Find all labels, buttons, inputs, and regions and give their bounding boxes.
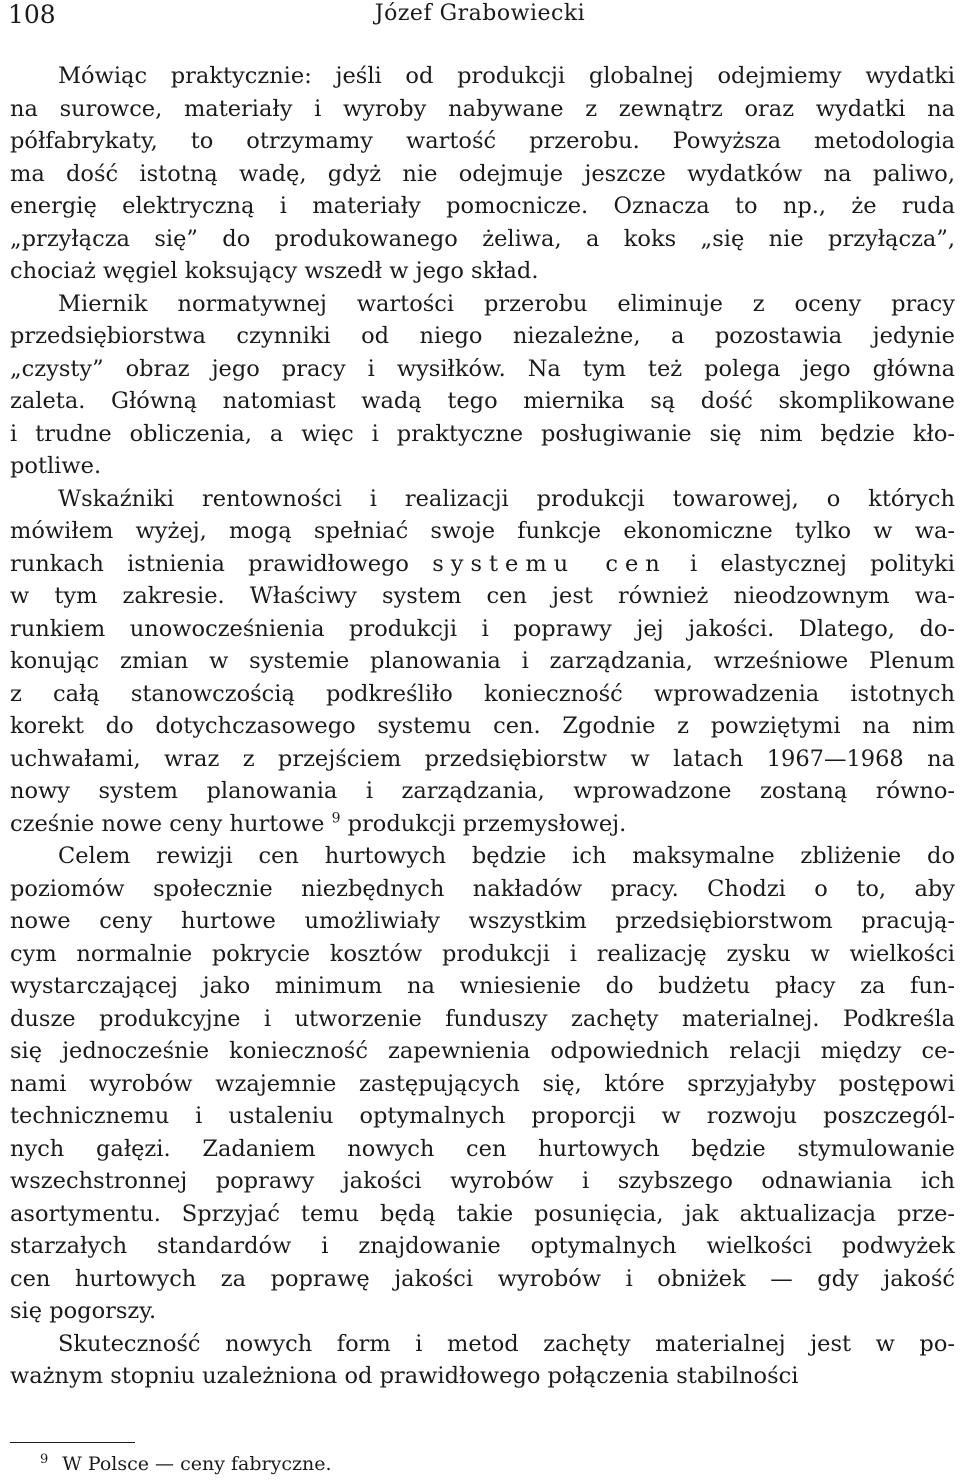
text-line (10, 385, 955, 418)
footnote-text: W Polsce — ceny fabryczne. (62, 1453, 332, 1475)
line-text: mówiłem wyżej, mogą spełniać swoje funkcje ekonomiczne tylko w wa- (10, 518, 955, 544)
line-text: konując zmian w systemie planowania i zarządzania, wrześniowe Plenum (10, 648, 955, 674)
text-line (10, 743, 955, 776)
emphasized-term: systemu cen (432, 550, 667, 577)
line-text: produkcji przemysłowej. (340, 810, 627, 837)
line-text: ważnym stopniu uzależniona od prawidłowego połączenia stabilności (10, 1363, 799, 1389)
line-text: na surowce, materiały i wyroby nabywane z zewnątrz oraz wydatki na (10, 95, 955, 122)
footnote-rule (10, 1442, 135, 1443)
line-text: się jednocześnie konieczność zapewnienia odpowiednich relacji między ce- (10, 1038, 955, 1064)
line-text: Celem rewizji cen hurtowych będzie ich maksymalne zbliżenie do (58, 843, 955, 869)
running-head: Józef Grabowiecki (374, 1, 586, 26)
text-line (10, 613, 955, 646)
text-line (10, 223, 955, 256)
text-line (10, 873, 955, 906)
line-text: „czysty” obraz jego pracy i wysiłków. Na tym też polega jego główna (10, 355, 955, 382)
footnote (40, 1452, 332, 1476)
text-line (10, 1133, 955, 1166)
text-line (10, 938, 955, 971)
text-line (10, 840, 955, 873)
text-line (10, 320, 955, 353)
line-text: i elastycznej polityki (666, 550, 955, 577)
text-line (10, 450, 955, 483)
text-line (10, 60, 955, 93)
line-text: nami wyrobów wzajemnie zastępujących się, które sprzyjałyby postępowi (10, 1070, 955, 1097)
line-text: cen hurtowych za poprawę jakości wyrobów i obniżek — gdy jakość (10, 1265, 955, 1292)
line-text: runkiem unowocześnienia produkcji i poprawy jej jakości. Dlatego, do- (10, 615, 955, 642)
text-line (10, 1068, 955, 1101)
footnote-marker: 9 (40, 1451, 49, 1467)
line-text: starzałych standardów i znajdowanie optymalnych wielkości podwyżek (10, 1233, 955, 1259)
text-line (10, 125, 955, 158)
text-line (10, 93, 955, 126)
text-line (10, 1230, 955, 1263)
line-text: wystarczającej jako minimum na wniesienie do budżetu płacy za fun- (10, 973, 955, 999)
text-line (10, 548, 955, 581)
body-text (10, 60, 955, 1393)
text-line (10, 1100, 955, 1133)
text-line (10, 1360, 955, 1393)
line-text: Skuteczność nowych form i metod zachęty materialnej jest w po- (58, 1330, 955, 1357)
page-number: 108 (8, 0, 56, 29)
text-line (10, 775, 955, 808)
text-line (10, 418, 955, 451)
line-text: poziomów społecznie niezbędnych nakładów pracy. Chodzi o to, aby (10, 875, 955, 902)
line-text: Miernik normatywnej wartości przerobu eliminuje z oceny pracy (58, 290, 955, 317)
line-text: cześnie nowe ceny hurtowe (10, 810, 332, 837)
text-line (10, 905, 955, 938)
line-text: chociaż węgiel koksujący wszedł w jego skład. (10, 258, 539, 284)
line-text: uchwałami, wraz z przejściem przedsiębiorstw w latach 1967—1968 na (10, 745, 955, 772)
text-line (10, 710, 955, 743)
line-text: energię elektryczną i materiały pomocnicze. Oznacza to np., że ruda (10, 193, 955, 219)
line-text: przedsiębiorstwa czynniki od niego niezależne, a pozostawia jedynie (10, 323, 955, 349)
line-text: cym normalnie pokrycie kosztów produkcji i realizację zysku w wielkości (10, 940, 955, 967)
text-line (10, 645, 955, 678)
text-line (10, 255, 955, 288)
text-line (10, 808, 955, 841)
text-line (10, 970, 955, 1003)
line-text: i trudne obliczenia, a więc i praktyczne posługiwanie się nim będzie kło- (10, 420, 955, 447)
line-text: Mówiąc praktycznie: jeśli od produkcji globalnej odejmiemy wydatki (58, 63, 955, 89)
line-text: ma dość istotną wadę, gdyż nie odejmuje jeszcze wydatków na paliwo, (10, 160, 955, 187)
text-line (10, 1295, 955, 1328)
text-line (10, 483, 955, 516)
line-text: korekt do dotychczasowego systemu cen. Zgodnie z powziętymi na nim (10, 713, 955, 739)
line-text: wszechstronnej poprawy jakości wyrobów i szybszego odnawiania ich (10, 1168, 955, 1194)
text-line (10, 580, 955, 613)
line-text: zaleta. Główną natomiast wadą tego miernika są dość skomplikowane (10, 388, 955, 414)
text-line (10, 288, 955, 321)
text-line (10, 678, 955, 711)
line-text: „przyłącza się” do produkowanego żeliwa, a koks „się nie przyłącza”, (10, 225, 955, 252)
text-line (10, 1003, 955, 1036)
text-line (10, 1263, 955, 1296)
line-text: potliwe. (10, 453, 102, 479)
text-line (10, 1328, 955, 1361)
line-text: technicznemu i ustaleniu optymalnych proporcji w rozwoju poszczegól- (10, 1103, 955, 1129)
line-text: nowe ceny hurtowe umożliwiały wszystkim przedsiębiorstwom pracują- (10, 908, 955, 934)
line-text: nowy system planowania i zarządzania, wprowadzone zostaną równo- (10, 778, 955, 804)
line-text: asortymentu. Sprzyjać temu będą takie posunięcia, jak aktualizacja prze- (10, 1200, 955, 1227)
text-line (10, 353, 955, 386)
text-line (10, 1198, 955, 1231)
line-text: nych gałęzi. Zadaniem nowych cen hurtowych będzie stymulowanie (10, 1135, 955, 1162)
line-text: się pogorszy. (10, 1298, 157, 1324)
line-text: runkach istnienia prawidłowego (10, 550, 433, 577)
text-line (10, 190, 955, 223)
line-text: w tym zakresie. Właściwy system cen jest również nieodzownym wa- (10, 583, 955, 609)
footnote-reference: 9 (331, 810, 341, 826)
line-text: z całą stanowczością podkreśliło konieczność wprowadzenia istotnych (10, 680, 955, 707)
page-header (8, 0, 952, 30)
line-text: Wskaźniki rentowności i realizacji produkcji towarowej, o których (58, 485, 955, 512)
text-line (10, 1165, 955, 1198)
text-line (10, 515, 955, 548)
text-line (10, 1035, 955, 1068)
text-line (10, 158, 955, 191)
line-text: dusze produkcyjne i utworzenie funduszy zachęty materialnej. Podkreśla (10, 1005, 955, 1032)
line-text: półfabrykaty, to otrzymamy wartość przerobu. Powyższa metodologia (10, 128, 955, 154)
